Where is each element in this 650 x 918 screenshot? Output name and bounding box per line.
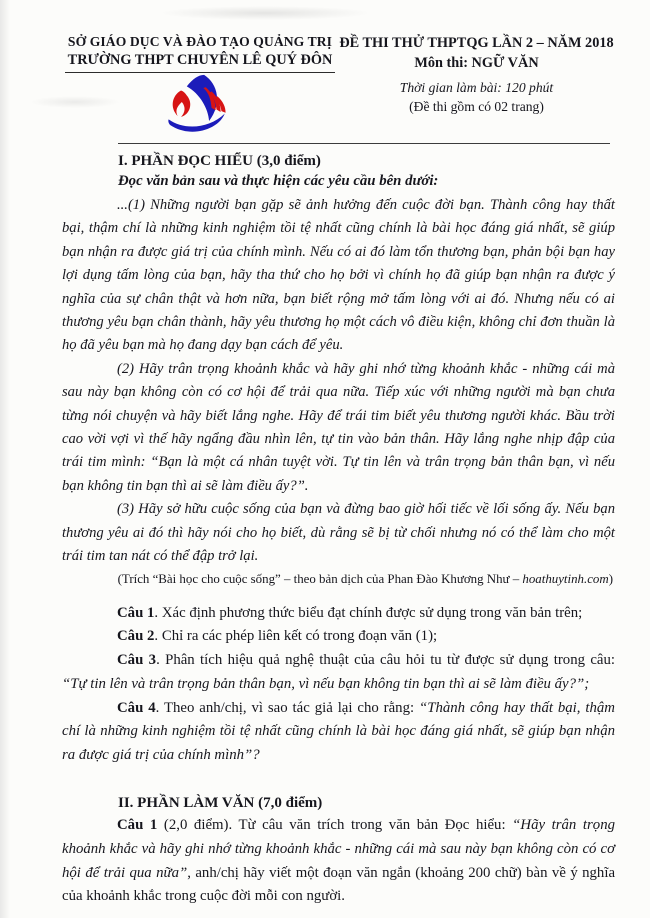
section2-heading: II. PHẦN LÀM VĂN (7,0 điểm) — [118, 795, 323, 812]
writing-question-1-intro: (2,0 điểm). Từ câu văn trích trong văn bản Đọc hiểu: — [157, 817, 513, 834]
question-4 — [62, 697, 615, 768]
exam-title: ĐỀ THI THỬ THPTQG LẦN 2 – NĂM 2018 — [339, 35, 614, 51]
issuer-block — [62, 34, 338, 140]
section1-heading: I. PHẦN ĐỌC HIỂU (3,0 điểm) — [118, 153, 321, 169]
citation-prefix: (Trích “Bài học cho cuộc sống” – theo bản dịch của Phan Đào Khương Như – — [117, 571, 523, 586]
writing-question-1-label: Câu 1 — [117, 817, 158, 834]
citation-suffix: ) — [608, 571, 613, 586]
writing-question-1-quote: “Hãy trân trọng khoảnh khắc và hãy ghi nhớ từng khoảnh khắc - những cái mà sau này bạn không còn có cơ hội để trải qua nữa” — [62, 817, 615, 881]
section-writing — [62, 795, 615, 909]
question-3 — [62, 649, 615, 697]
scan-artifact — [160, 6, 370, 20]
question-2-label: Câu 2 — [117, 628, 155, 645]
writing-question-1-outro: , anh/chị hãy viết một đoạn văn ngắn (khoảng 200 chữ) bàn về ý nghĩa của khoảnh khắc trong cuộc đời mỗi con người. — [62, 864, 616, 905]
exam-subject: Môn thi: NGỮ VĂN — [414, 55, 539, 71]
exam-duration: Thời gian làm bài: 120 phút — [399, 80, 554, 95]
question-4-quote: “Thành công hay thất bại, thậm chí là những kinh nghiệm tồi tệ nhất cũng chính là bài học đáng giá nhất, sẽ giúp bạn nhận ra được giá trị của chính mình”? — [62, 699, 615, 764]
passage-paragraph-1: ...(1) Những người bạn gặp sẽ ảnh hưởng đến cuộc đời bạn. Thành công hay thất bại, thậm chí là những kinh nghiệm tồi tệ nhất cũng chính là bài học đáng giá nhất, sẽ giúp bạn nhận ra được giá trị của chính mình. Nếu có ai đó làm tổn thương bạn, phản bội bạn hay lợi dụng tấm lòng của bạn, hãy tha thứ cho họ bởi vì chính họ đã giúp bạn nhận ra được ý nghĩa của sự chân thật và hơn nữa, bạn biết rộng mở tấm lòng với ai đó. Nhưng nếu có ai thương yêu bạn chân thành, hãy yêu thương họ một cách vô điều kiện, không chỉ đơn thuần là họ đã yêu bạn mà họ đang dạy bạn cách để yêu. — [62, 197, 615, 354]
citation-source: hoathuytinh.com — [522, 571, 609, 586]
swan-sail-logo-icon — [156, 74, 244, 140]
passage-citation — [62, 572, 613, 587]
question-2-text: . Chỉ ra các phép liên kết có trong đoạn văn (1); — [154, 628, 438, 645]
question-3-text: . Phân tích hiệu quả nghệ thuật của câu hỏi tu từ được sử dụng trong câu: — [156, 652, 615, 669]
passage-paragraph-2: (2) Hãy trân trọng khoảnh khắc và hãy ghi nhớ từng khoảnh khắc - những cái mà sau này bạn không còn có cơ hội để trải qua nữa. Tiếp xúc với những người mà bạn chưa từng nói chuyện và hãy biết lắng nghe. Hãy để trái tim biết yêu thương người khác. Bầu trời cao vời vợi vì thế hãy ngẩng đầu nhìn lên, tự tin vào bản thân. Hãy lắng nghe nhịp đập của trái tim mình: “Bạn là một cá nhân tuyệt vời. Tự tin lên và trân trọng bản thân bạn, vì nếu bạn không tin bạn thì ai sẽ làm điều ấy?”. — [62, 360, 615, 494]
document-header — [62, 34, 615, 140]
department-name: SỞ GIÁO DỤC VÀ ĐÀO TẠO QUẢNG TRỊ — [67, 34, 333, 49]
header-divider — [118, 143, 610, 144]
school-name — [62, 52, 338, 73]
exam-pages-note: (Đề thi gồm có 02 trang) — [409, 99, 544, 114]
reading-questions — [62, 602, 615, 769]
question-1-text: . Xác định phương thức biểu đạt chính được sử dụng trong văn bản trên; — [154, 604, 583, 621]
question-1 — [62, 602, 615, 626]
section-reading-comprehension — [62, 153, 615, 768]
question-4-label: Câu 4 — [117, 699, 156, 716]
question-2 — [62, 625, 615, 649]
scan-artifact — [0, 0, 10, 918]
question-4-text: . Theo anh/chị, vì sao tác giả lại cho rằng: — [155, 699, 420, 716]
question-3-quote: “Tự tin lên và trân trọng bản thân bạn, vì nếu bạn không tin bạn thì ai sẽ làm điều ấy?”; — [62, 675, 590, 692]
passage-paragraph-3: (3) Hãy sở hữu cuộc sống của bạn và đừng bao giờ hối tiếc về lối sống ấy. Nếu bạn thương yêu ai đó thì hãy nói cho họ biết, dù rằng sẽ bị từ chối nhưng nó có thể làm cho một trái tim tan nát có thể đập trở lại. — [62, 501, 615, 565]
question-3-label: Câu 3 — [117, 652, 157, 669]
reading-instruction: Đọc văn bản sau và thực hiện các yêu cầu bên dưới: — [118, 173, 439, 189]
exam-info-block — [338, 34, 615, 115]
school-logo — [62, 74, 338, 140]
writing-question-1 — [62, 814, 615, 909]
school-name-text: TRƯỜNG THPT CHUYÊN LÊ QUÝ ĐÔN — [65, 52, 336, 73]
question-1-label: Câu 1 — [117, 604, 155, 621]
